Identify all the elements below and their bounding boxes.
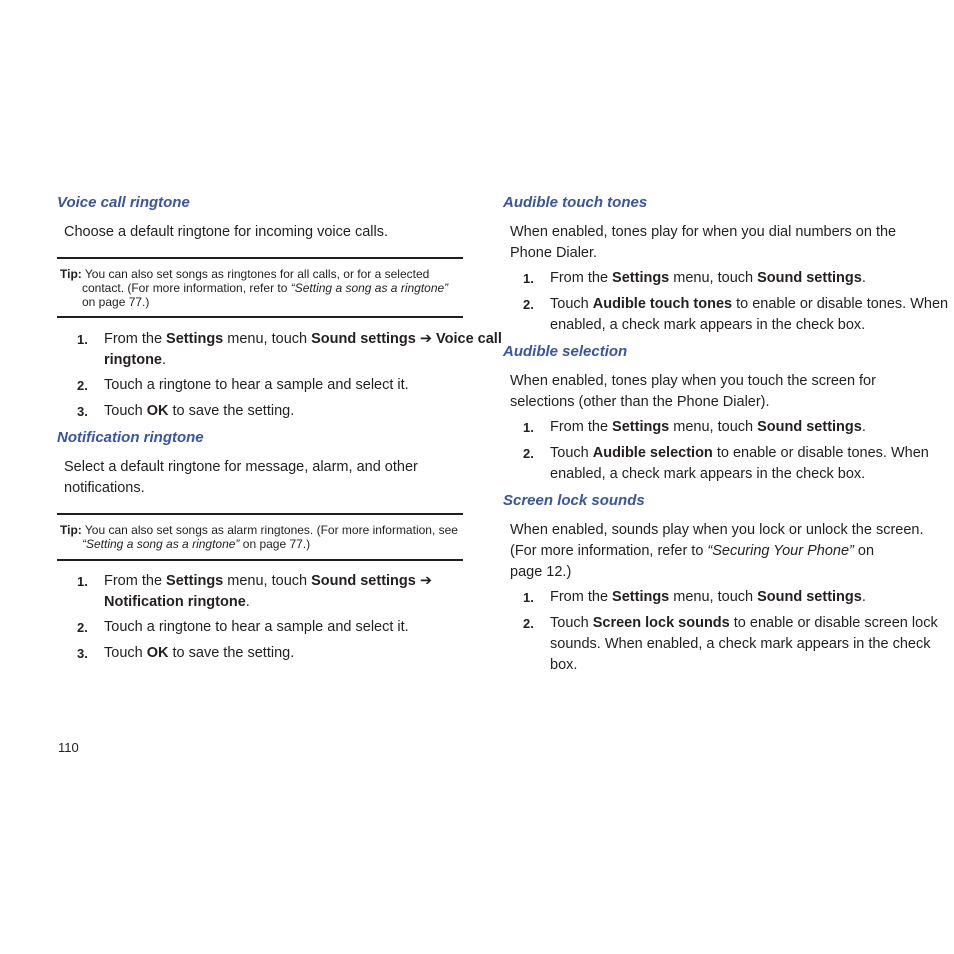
heading-audible-selection: Audible selection (503, 343, 628, 360)
selection-intro-1: When enabled, tones play when you touch the screen for (510, 373, 876, 389)
tip-box-voice (57, 257, 463, 318)
lock-intro-1: When enabled, sounds play when you lock or unlock the screen. (510, 522, 924, 538)
lock-intro-2: (For more information, refer to “Securing Your Phone” on (510, 543, 875, 559)
tip-line3: on page 77.) (82, 295, 150, 309)
touch-intro-1: When enabled, tones play for when you dial numbers on the (510, 224, 897, 240)
lock-intro-3: page 12.) (510, 564, 572, 580)
tip-line1: Tip: You can also set songs as alarm ringtones. (For more information, see (60, 523, 458, 537)
heading-voice-call-ringtone: Voice call ringtone (57, 194, 190, 211)
tip-line2: “Setting a song as a ringtone” on page 77.) (82, 537, 311, 551)
notif-intro-2: notifications. (64, 480, 145, 496)
notif-intro-1: Select a default ringtone for message, alarm, and other (64, 459, 418, 475)
tip-box-notification (57, 513, 463, 561)
tip-line1: Tip: You can also set songs as ringtones for all calls, or for a selected (60, 267, 430, 281)
heading-notification-ringtone: Notification ringtone (57, 429, 204, 446)
voice-intro: Choose a default ringtone for incoming voice calls. (64, 224, 389, 240)
selection-intro-2: selections (other than the Phone Dialer). (510, 394, 770, 410)
heading-audible-touch-tones: Audible touch tones (503, 194, 648, 211)
tip-line2: contact. (For more information, refer to “Setting a song as a ringtone” (82, 281, 449, 295)
touch-intro-2: Phone Dialer. (510, 245, 598, 261)
heading-screen-lock-sounds: Screen lock sounds (503, 492, 645, 509)
page-number: 110 (58, 740, 79, 755)
